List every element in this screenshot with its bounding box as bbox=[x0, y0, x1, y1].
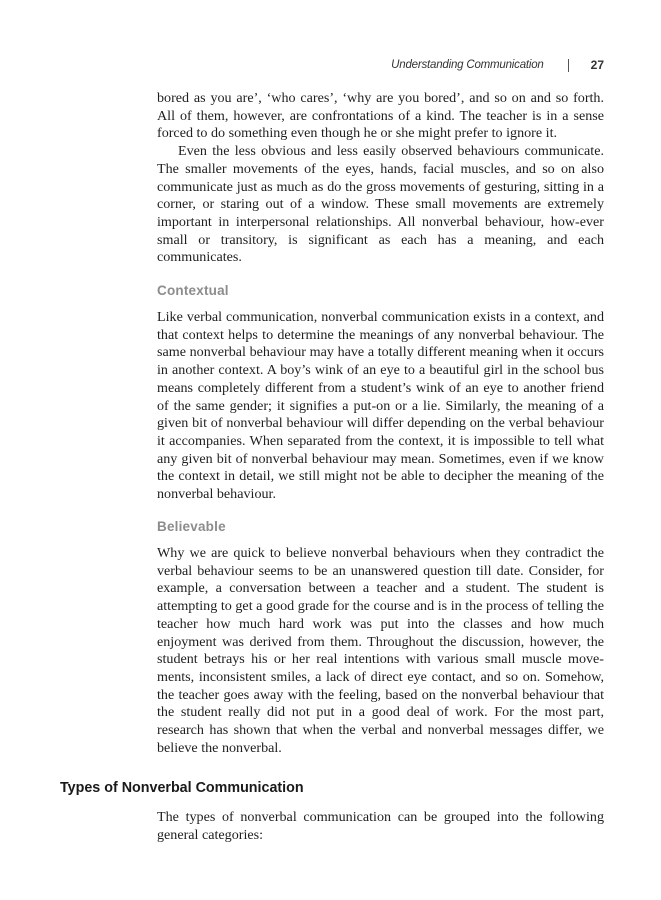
types-paragraph: The types of nonverbal communication can be grouped into the following general categories: bbox=[157, 809, 604, 843]
believable-section bbox=[157, 545, 604, 757]
running-header bbox=[391, 58, 604, 72]
running-title: Understanding Communication bbox=[391, 59, 544, 71]
header-divider bbox=[568, 59, 569, 72]
contextual-paragraph: Like verbal communication, nonverbal communication exists in a context, and that context helps to determine the meanings of any nonverbal behaviour. The same nonverbal behaviour may have a totally different meaning when it occurs in another context. A boy’s wink of an eye to a beautiful girl in the school bus means completely different from a student’s wink of an eye to another friend of the same gender; it signifies a put-on or a lie. Similarly, the meaning of a given bit of nonverbal behaviour will differ depending on the verbal behaviour it accompanies. When separated from the context, it is impossible to tell what any given bit of nonverbal behaviour may mean. Sometimes, even if we know the context in detail, we still might not be able to decipher the meaning of the nonverbal behaviour. bbox=[157, 309, 604, 503]
intro-paragraph-2: Even the less obvious and less easily observed behaviours communicate. The smaller movements of the eyes, hands, facial muscles, and so on also communicate just as much as do the gross movements of gesturing, sitting in a corner, or staring out of a window. These small movements are extremely important in interpersonal relationships. All nonverbal behaviour, how-ever small or transitory, is significant as each has a meaning, and each communicates. bbox=[157, 143, 604, 266]
types-heading: Types of Nonverbal Communication bbox=[60, 780, 304, 796]
intro-section bbox=[157, 90, 604, 267]
believable-paragraph: Why we are quick to believe nonverbal behaviours when they contradict the verbal behaviour seems to be an unanswered question till date. Consider, for example, a conversation between a teacher and a student. The student is attempting to get a good grade for the course and is in the process of telling the teacher how much hard work was put into the classes and how much enjoyment was derived from them. Throughout the discussion, however, the student betrays his or her real intentions with various small muscle move-ments, inconsistent smiles, a lack of direct eye contact, and so on. Somehow, the teacher goes away with the feeling, based on the nonverbal behaviour that the student really did not put in a good deal of work. For the most part, research has shown that when the verbal and nonverbal messages differ, we believe the nonverbal. bbox=[157, 545, 604, 756]
types-section bbox=[157, 809, 604, 844]
intro-paragraph-continued: bored as you are’, ‘who cares’, ‘why are you bored’, and so on and so forth. All of them, however, are confrontations of a kind. The teacher is in a sense forced to do something even though he or she might prefer to ignore it. bbox=[157, 90, 604, 142]
believable-heading: Believable bbox=[157, 519, 226, 534]
page-number: 27 bbox=[590, 58, 604, 72]
contextual-section bbox=[157, 309, 604, 504]
contextual-heading: Contextual bbox=[157, 283, 229, 298]
